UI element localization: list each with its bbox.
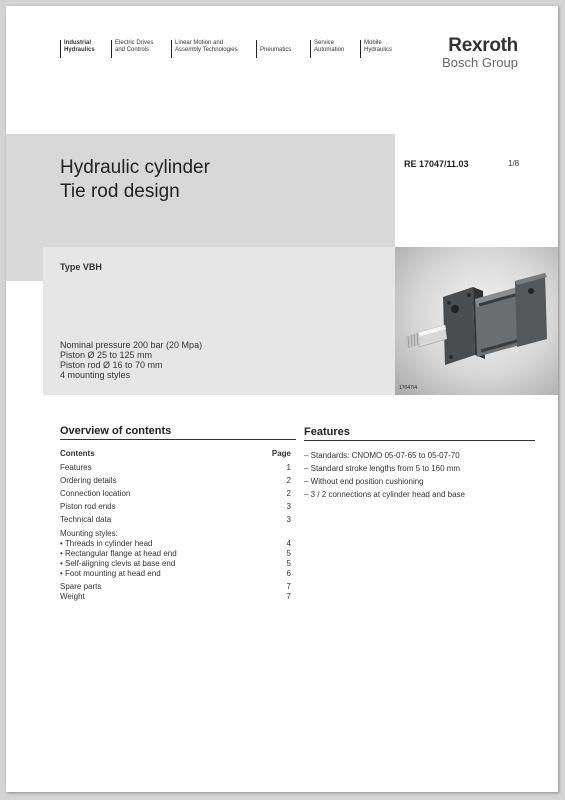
toc-item-label: • Self-aligning clevis at base end xyxy=(60,559,176,568)
toc-item-label: Spare parts xyxy=(60,582,102,591)
rexroth-logo xyxy=(442,36,518,69)
logo-sub-text: Bosch Group xyxy=(442,55,518,70)
nav-industrial-hydraulics[interactable]: Industrial Hydraulics xyxy=(60,40,111,58)
toc-row[interactable] xyxy=(60,487,291,500)
page-number: 1/8 xyxy=(508,159,520,168)
toc-item-page: 1 xyxy=(286,463,291,472)
feature-item: – Standards: CNOMO 05-07-65 to 05-07-70 xyxy=(304,451,460,460)
toc-item-label: • Rectangular flange at head end xyxy=(60,549,177,558)
page-title: Hydraulic cylinder Tie rod design xyxy=(60,157,210,202)
toc-row[interactable] xyxy=(60,461,291,474)
toc-row[interactable] xyxy=(60,592,291,602)
document-number: RE 17047/11.03 xyxy=(404,159,469,169)
feature-item: – Standard stroke lengths from 5 to 160 mm xyxy=(304,464,461,473)
toc-row[interactable] xyxy=(60,539,291,549)
nav-electric-drives[interactable]: Electric Drives and Controls xyxy=(111,40,171,58)
cylinder-photo xyxy=(395,247,558,395)
spec-list xyxy=(60,340,202,380)
toc-item-page: 2 xyxy=(286,476,291,485)
toc-item-label: Piston rod ends xyxy=(60,502,116,511)
nav-service-automation[interactable]: Service Automation xyxy=(310,40,360,58)
toc-item-page: 5 xyxy=(286,559,291,568)
document-page xyxy=(6,6,558,792)
photo-reference-label: 17047/4 xyxy=(399,385,418,391)
toc-item-page: 7 xyxy=(286,582,291,591)
nav-linear-motion[interactable]: Linear Motion and Assembly Technologies xyxy=(171,40,256,58)
toc-row[interactable] xyxy=(60,513,291,526)
logo-main-text: Rexroth xyxy=(448,35,518,56)
spec-item: Piston Ø 25 to 125 mm xyxy=(60,350,153,360)
hydraulic-cylinder-illustration xyxy=(395,247,558,395)
toc-header-row xyxy=(60,447,291,461)
toc-item-page: 3 xyxy=(286,515,291,524)
toc-item-label: • Threads in cylinder head xyxy=(60,539,153,548)
toc-item-page: 4 xyxy=(286,539,291,548)
toc-row[interactable] xyxy=(60,474,291,487)
toc-item-page: 2 xyxy=(286,489,291,498)
toc-item-page: 7 xyxy=(286,592,291,601)
feature-item: – Without end position cushioning xyxy=(304,477,424,486)
toc-item-label: Technical data xyxy=(60,515,112,524)
features-heading: Features xyxy=(304,426,535,441)
feature-item: – 3 / 2 connections at cylinder head and base xyxy=(304,490,465,499)
toc-item-page: 3 xyxy=(286,502,291,511)
division-nav xyxy=(60,40,406,58)
spec-item: Piston rod Ø 16 to 70 mm xyxy=(60,360,163,370)
toc-row[interactable] xyxy=(60,549,291,559)
toc-page-header: Page xyxy=(271,449,291,458)
toc-row[interactable] xyxy=(60,582,291,592)
features-list xyxy=(304,449,465,501)
spec-item: Nominal pressure 200 bar (20 Mpa) xyxy=(60,340,203,350)
spec-item: 4 mounting styles xyxy=(60,370,131,380)
overview-heading: Overview of contents xyxy=(60,425,296,440)
toc-row[interactable] xyxy=(60,500,291,513)
toc-item-label: Connection location xyxy=(60,489,131,498)
toc-item-label: Features xyxy=(60,463,92,472)
toc-item-label: • Foot mounting at head end xyxy=(60,569,161,578)
toc-item-page: 6 xyxy=(286,569,291,578)
type-label: Type VBH xyxy=(60,262,102,272)
toc-item-label: Weight xyxy=(60,592,85,601)
nav-pneumatics[interactable]: Pneumatics xyxy=(256,40,310,58)
toc-contents-header: Contents xyxy=(60,449,95,458)
toc-item-page: 5 xyxy=(286,549,291,558)
table-of-contents xyxy=(60,447,291,602)
nav-mobile-hydraulics[interactable]: Mobile Hydraulics xyxy=(360,40,406,58)
toc-mounting-label: Mounting styles: xyxy=(60,529,118,538)
toc-item-label: Ordering details xyxy=(60,476,117,485)
toc-row[interactable] xyxy=(60,559,291,569)
toc-row[interactable] xyxy=(60,569,291,579)
